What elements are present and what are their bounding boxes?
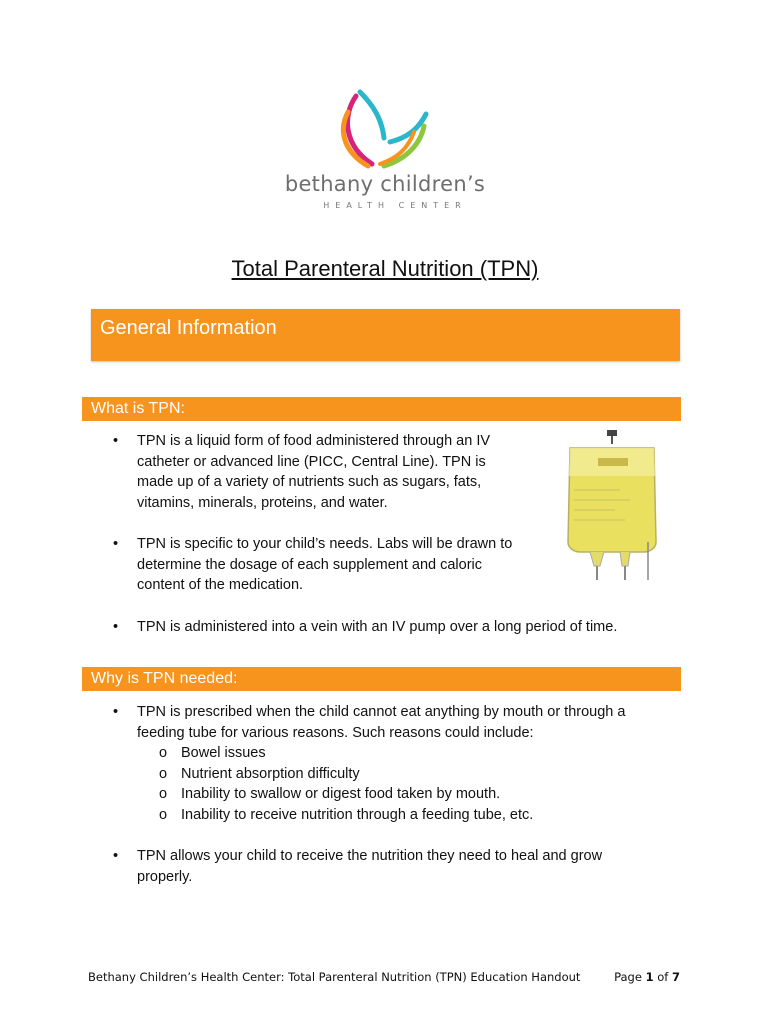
section-heading: What is TPN: bbox=[91, 400, 185, 417]
logo-tagline: HEALTH CENTER bbox=[323, 201, 467, 210]
page-current: 1 bbox=[645, 970, 654, 984]
iv-bag-image bbox=[560, 430, 665, 582]
page-total: 7 bbox=[671, 970, 680, 984]
page-footer bbox=[88, 970, 680, 984]
section-heading: Why is TPN needed: bbox=[91, 670, 238, 687]
list-item: • TPN is specific to your child’s needs. Labs will be drawn to determine the dosage of each supplement and caloric content of the medication. bbox=[113, 534, 523, 596]
list-item bbox=[113, 702, 653, 825]
what-is-tpn-list bbox=[113, 431, 523, 617]
section-header-why-tpn-needed bbox=[82, 667, 681, 691]
footer-title: Bethany Children’s Health Center: Total Parenteral Nutrition (TPN) Education Handout bbox=[88, 970, 581, 984]
banner-label: General Information bbox=[100, 317, 277, 339]
list-item: • TPN is a liquid form of food administered through an IV catheter or advanced line (PICC, Central Line). TPN is made up of a variety of nutrients such as sugars, fats, vitamins, minerals, proteins, and water. bbox=[113, 431, 523, 513]
document-title: Total Parenteral Nutrition (TPN) bbox=[231, 256, 539, 281]
sub-list-item: o Bowel issues bbox=[159, 743, 653, 764]
reasons-sublist bbox=[137, 743, 653, 825]
sub-list-item: o Nutrient absorption difficulty bbox=[159, 764, 653, 785]
what-is-tpn-list-cont bbox=[113, 617, 673, 659]
butterfly-logo-icon bbox=[334, 86, 434, 170]
page-of: of bbox=[657, 970, 669, 984]
logo-brand-text: bethany children’s bbox=[284, 172, 486, 196]
general-information-banner bbox=[91, 309, 680, 361]
list-item-text: TPN is prescribed when the child cannot eat anything by mouth or through a feeding tube for various reasons. Such reasons could include: bbox=[137, 704, 626, 741]
why-tpn-needed-list bbox=[113, 702, 653, 908]
section-header-what-is-tpn bbox=[82, 397, 681, 421]
page-number bbox=[614, 970, 680, 984]
logo bbox=[0, 86, 770, 216]
list-item: • TPN is administered into a vein with an IV pump over a long period of time. bbox=[113, 617, 673, 638]
page-word: Page bbox=[614, 970, 642, 984]
sub-list-item: o Inability to swallow or digest food taken by mouth. bbox=[159, 784, 653, 805]
sub-list-item: o Inability to receive nutrition through a feeding tube, etc. bbox=[159, 805, 653, 826]
list-item: • TPN allows your child to receive the nutrition they need to heal and grow properly. bbox=[113, 846, 653, 887]
